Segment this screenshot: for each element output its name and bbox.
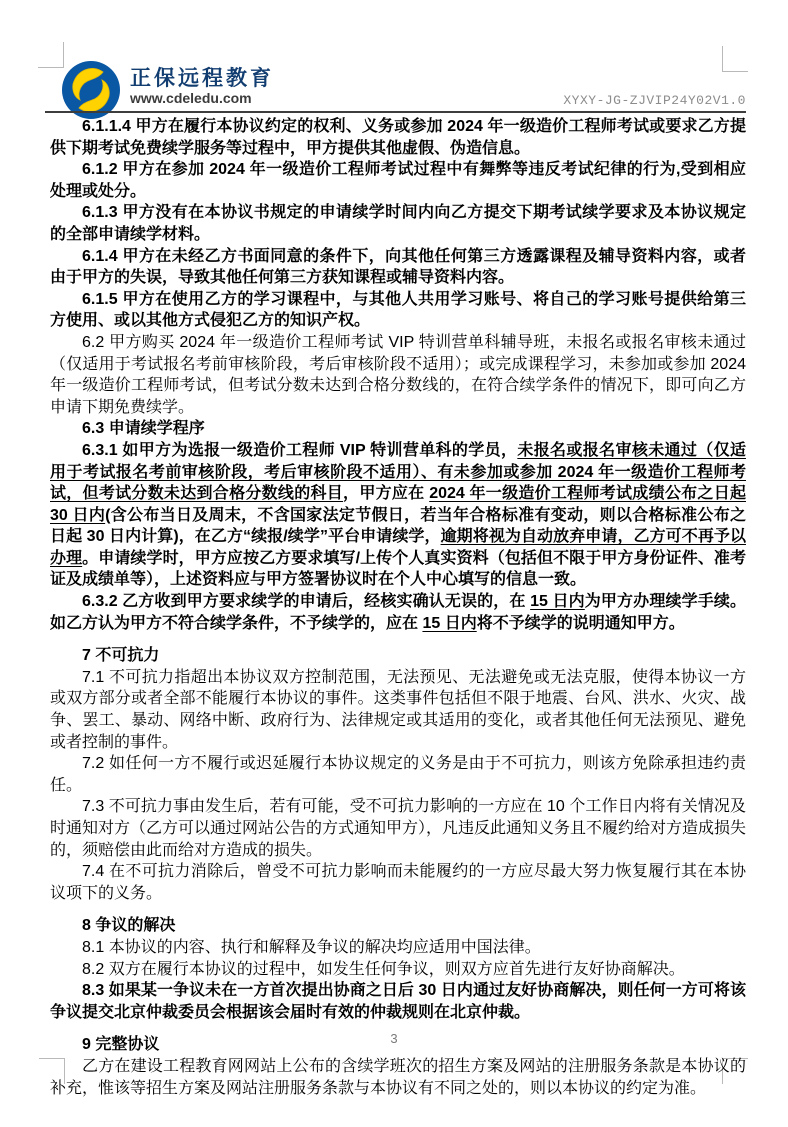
clause-7-2 — [50, 753, 746, 796]
clause-8-2 — [50, 959, 746, 981]
text-run: ，甲方应在 — [343, 485, 430, 503]
brand-name: 正保远程教育 — [130, 67, 274, 90]
underlined-text-run: 15 日内 — [530, 593, 585, 611]
text-run: 6.1.5 甲方在使用乙方的学习课程中，与其他人共用学习账号、将自己的学习账号提供给第三方使用、或以其他方式侵犯乙方的知识产权。 — [50, 290, 746, 330]
text-run: 6.3 申请续学程序 — [82, 420, 205, 438]
document-code: XYXY-JG-ZJVIP24Y02V1.0 — [563, 93, 746, 108]
clause-7-3 — [50, 796, 746, 861]
text-run: 8.2 双方在履行本协议的过程中，如发生任何争议，则双方应首先进行友好协商解决。 — [82, 960, 685, 978]
text-run: 将不予续学的说明通知甲方。 — [476, 614, 685, 632]
text-run: 6.1.2 甲方在参加 2024 年一级造价工程师考试过程中有舞弊等违反考试纪律的行为,受到相应处理或处分。 — [50, 161, 746, 200]
clause-6-1-3 — [50, 202, 746, 245]
text-run: 6.3.2 乙方收到甲方要求续学的申请后，经核实确认无误的，在 — [82, 593, 531, 611]
text-run: 6.1.3 甲方没有在本协议书规定的申请续学时间内向乙方提交下期考试续学要求及本协议规定的全部申请续学材料。 — [50, 204, 746, 243]
clause-6-2 — [50, 332, 746, 418]
heading-8 — [50, 915, 746, 937]
clause-6-1-5 — [50, 289, 746, 332]
clause-7-4 — [50, 861, 746, 904]
clause-9-body — [50, 1056, 746, 1099]
clause-7-1 — [50, 667, 746, 753]
text-run: 6.1.1.4 甲方在履行本协议约定的权利、义务或参加 2024 年一级造价工程师考试或要求乙方提供下期考试免费续学服务等过程中，甲方提供其他虚假、伪造信息。 — [50, 118, 746, 157]
text-run: 6.2 甲方购买 2024 年一级造价工程师考试 VIP 特训营单科辅导班，未报名或报名审核未通过（仅适用于考试报名考前审核阶段，考后审核阶段不适用）；或完成课程学习，未参加或参加 2024 年一级造价工程师考试，但考试分数未达到合格分数线的，在符合续学条件的情况下，即可向乙方申请下期免费续学。 — [50, 333, 746, 416]
text-run: 7 不可抗力 — [82, 647, 160, 665]
text-run: 6.1.4 甲方在未经乙方书面同意的条件下，向其他任何第三方透露课程及辅导资料内容，或者由于甲方的失误，导致其他任何第三方获知课程或辅导资料内容。 — [50, 247, 746, 287]
page-number: 3 — [390, 1031, 398, 1046]
text-run: 为甲方办理续学手续。如乙方认为甲方不符合续学条件，不予续学的，应在 — [50, 593, 746, 632]
underlined-text-run: 未报名或报名审核未通过（仅适用于考试报名考前审核阶段，考后审核阶段不适用）、有未参加或参加 2024 年一级造价工程师考试，但考试分数未达到合格分数线的科目 — [50, 441, 746, 503]
text-run: 8.3 如果某一争议未在一方首次提出协商之日后 30 日内通过友好协商解决，则任何一方可将该争议提交北京仲裁委员会根据该会届时有效的仲裁规则在北京仲裁。 — [50, 982, 746, 1021]
text-run: 乙方在建设工程教育网网站上公布的含续学班次的招生方案及网站的注册服务条款是本协议的补充，惟该等招生方案及网站注册服务条款与本协议有不同之处的，则以本协议的约定为准。 — [50, 1057, 746, 1097]
document-body — [50, 116, 746, 1099]
clause-6-3-1 — [50, 440, 746, 591]
underlined-text-run: 15 日内 — [422, 614, 477, 632]
clause-6-1-2 — [50, 159, 746, 202]
text-run: 9 完整协议 — [82, 1036, 160, 1054]
underlined-text-run: 逾期将视为自动放弃申请，乙方可不再予以办理 — [50, 528, 746, 567]
text-run: 8 争议的解决 — [82, 917, 176, 935]
text-run: 7.1 不可抗力指超出本协议双方控制范围，无法预见、无法避免或无法克服，使得本协议一方或双方部分或者全部不能履行本协议的事件。这类事件包括但不限于地震、台风、洪水、火灾、战争、罢工、暴动、网络中断、政府行为、法律规定或其适用的变化，或者其他任何无法预见、避免或者控制的事件。 — [50, 668, 746, 751]
text-run: 7.4 在不可抗力消除后，曾受不可抗力影响而未能履约的一方应尽最大努力恢复履行其在本协议项下的义务。 — [50, 863, 746, 902]
brand-url: www.cdeledu.com — [130, 90, 252, 106]
text-run: 7.3 不可抗力事由发生后，若有可能，受不可抗力影响的一方应在 10 个工作日内将有关情况及时通知对方（乙方可以通过网站公告的方式通知甲方），凡违反此通知义务且不履约给对方造成损失的，须赔偿由此而给对方造成的损失。 — [50, 798, 747, 859]
text-run: 8.1 本协议的内容、执行和解释及争议的解决均应适用中国法律。 — [82, 938, 541, 956]
header-divider — [45, 111, 746, 113]
clause-8-1 — [50, 937, 746, 959]
clause-6-1-1-4 — [50, 116, 746, 159]
clause-8-3 — [50, 980, 746, 1023]
underlined-text-run: 2024 年一级造价工程师考试成绩公布之日起 30 日内 — [50, 485, 746, 524]
text-run: 7.2 如任何一方不履行或迟延履行本协议规定的义务是由于不可抗力，则该方免除承担违约责任。 — [50, 755, 746, 794]
crop-mark-top-left — [38, 42, 64, 68]
text-run: (含公布当日及周末，不含国家法定节假日，若当年合格标准有变动，则以合格标准公布之日起 30 日内计算)，在乙方“续报/续学”平台申请续学， — [50, 506, 746, 546]
crop-mark-top-right — [722, 46, 748, 72]
heading-6-3 — [50, 418, 746, 440]
heading-7 — [50, 645, 746, 667]
text-run: 6.3.1 如甲方为选报一级造价工程师 VIP 特训营单科的学员， — [82, 441, 518, 459]
clause-6-3-2 — [50, 591, 746, 634]
text-run: 。申请续学时，甲方应按乙方要求填写/上传个人真实资料（包括但不限于甲方身份证件、准考证及成绩单等），上述资料应与甲方签署协议时在个人中心填写的信息一致。 — [50, 549, 746, 589]
clause-6-1-4 — [50, 246, 746, 289]
